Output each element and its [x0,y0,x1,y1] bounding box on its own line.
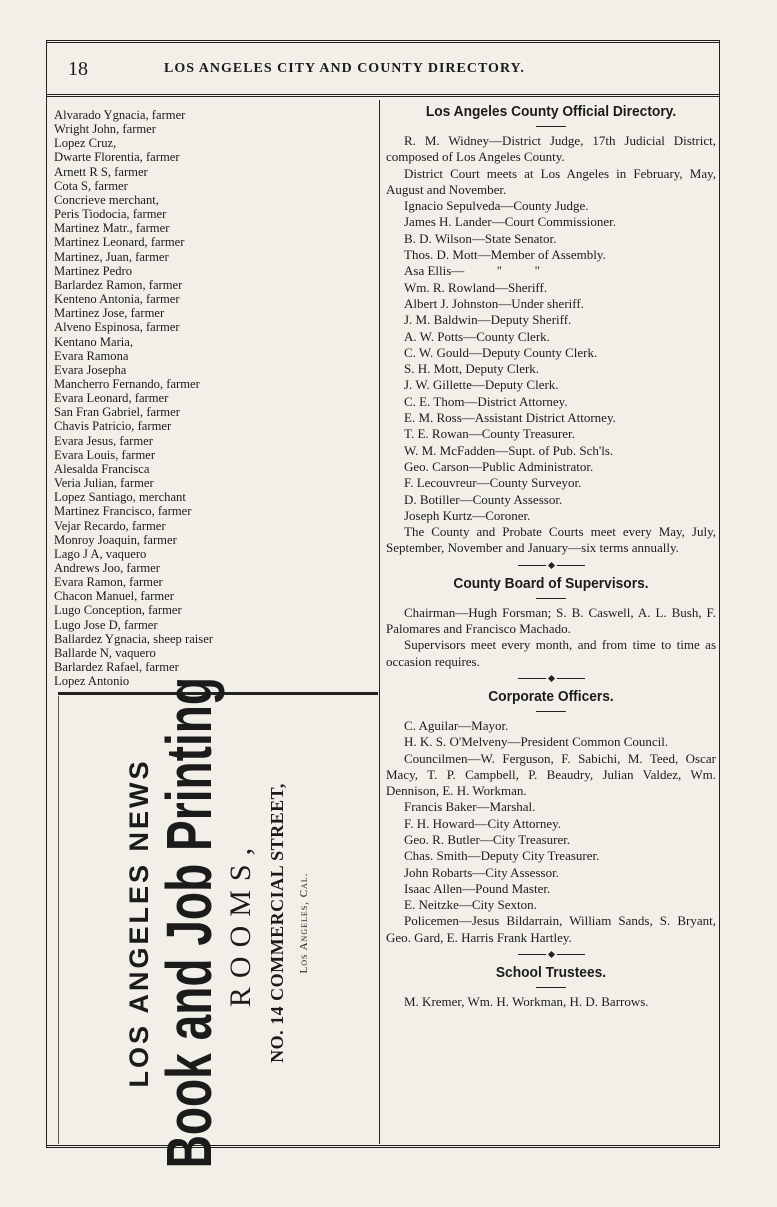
ad-city: Los Angeles, Cal. [298,872,311,974]
list-item: Monroy Joaquin, farmer [54,532,177,547]
county-officer: D. Botiller—County Assessor. [404,491,563,507]
right-border [719,40,720,1148]
city-officer: Francis Baker—Marshal. [404,799,536,815]
list-item: Evara Leonard, farmer [54,391,169,406]
county-officer: Joseph Kurtz—Coroner. [404,507,531,523]
county-officer: J. M. Baldwin—Deputy Sheriff. [404,312,572,328]
corporate-officers-heading: Corporate Officers. [488,688,614,705]
list-item: Alveno Espinosa, farmer [54,320,180,335]
list-item: Peris Tiodocia, farmer [54,207,167,222]
list-item: Evara Ramon, farmer [54,575,163,590]
column-divider [379,100,380,1144]
list-item: Ballarde N, vaquero [54,645,156,660]
list-item: Alesalda Francisca [54,461,150,476]
county-officer: C. E. Thom—District Attorney. [404,393,568,409]
list-item: Dwarte Florentia, farmer [54,150,180,165]
list-item: Mancherro Fernando, farmer [54,376,200,391]
list-item: Martinez Leonard, farmer [54,235,185,250]
county-officer: Geo. Carson—Public Administrator. [404,458,594,474]
bottom-border [46,1145,720,1148]
councilmen-entry: Councilmen—W. Ferguson, F. Sabichi, M. Teed, Oscar Macy, T. P. Campbell, P. Beaudry, Julian Valdez, Wm. Dennison, E. H. Workman. [386,750,716,799]
school-trustees-members: M. Kremer, Wm. H. Workman, H. D. Barrows. [404,994,649,1010]
county-officer: F. Lecouvreur—County Surveyor. [404,475,582,491]
county-officer: E. M. Ross—Assistant District Attorney. [404,410,616,426]
list-item: Evara Josepha [54,362,127,377]
ad-newspaper-name: LOS ANGELES NEWS [123,758,154,1088]
page-number: 18 [68,58,88,80]
list-item: Arnett R S, farmer [54,164,148,179]
list-item: Kenteno Antonia, farmer [54,292,180,307]
list-item: Lugo Conception, farmer [54,603,182,618]
supervisors-meetings: Supervisors meet every month, and from time to time as occasion requires. [386,637,716,669]
county-officer: W. M. McFadden—Supt. of Pub. Sch'ls. [404,442,614,458]
heading-rule [536,126,566,127]
county-officer: J. W. Gillette—Deputy Clerk. [404,377,559,393]
county-officer: James H. Lander—Court Commissioner. [404,214,616,230]
ad-rooms: ROOMS, [224,838,258,1008]
list-item: Martinez, Juan, farmer [54,249,169,264]
district-judge-entry: R. M. Widney—District Judge, 17th Judicial District, composed of Los Angeles County. [386,133,716,165]
county-officer: Albert J. Johnston—Under sheriff. [404,295,584,311]
official-directory-column [386,100,716,1010]
list-item: Lago J A, vaquero [54,546,147,561]
list-item: Wright John, farmer [54,122,156,137]
list-item: Andrews Joo, farmer [54,561,160,575]
city-officer: Chas. Smith—Deputy City Treasurer. [404,848,600,864]
county-officer: B. D. Wilson—State Senator. [404,230,557,246]
header-rule [46,94,720,97]
school-trustees-heading: School Trustees. [495,965,607,982]
advertisement-left-rule [58,696,59,1144]
county-officer: Ignacio Sepulveda—County Judge. [404,198,589,214]
list-item: Chacon Manuel, farmer [54,589,174,604]
list-item: Evara Louis, farmer [54,447,156,462]
list-item: Chavis Patricio, farmer [54,419,172,434]
section-ornament [386,563,716,568]
list-item: Lopez Cruz, [54,136,117,151]
list-item: Kentano Maria, [54,334,134,349]
ad-address: NO. 14 COMMERCIAL STREET, [267,783,288,1063]
supervisors-heading: County Board of Supervisors. [453,575,649,592]
list-item: Alvarado Ygnacia, farmer [54,108,186,122]
city-officer: Isaac Allen—Pound Master. [404,880,551,896]
list-item: Concrieve merchant, [54,192,159,207]
county-officer: T. E. Rowan—County Treasurer. [404,426,575,442]
list-item: San Fran Gabriel, farmer [54,405,180,420]
county-officer: Wm. R. Rowland—Sheriff. [404,279,548,295]
city-officer: F. H. Howard—City Attorney. [404,815,561,831]
list-item: Evara Ramona [54,348,129,363]
directory-page [46,40,720,1169]
county-officer: A. W. Potts—County Clerk. [404,328,550,344]
county-directory-heading: Los Angeles County Official Directory. [425,104,677,120]
list-item: Martinez Francisco, farmer [54,504,192,519]
county-officer: S. H. Mott, Deputy Clerk. [404,361,540,377]
heading-rule [536,598,566,599]
list-item: Veria Julian, farmer [54,476,154,491]
top-border [46,40,720,43]
policemen-entry: Policemen—Jesus Bildarrain, William Sands, S. Bryant, Geo. Gard, E. Harris Frank Hartley. [386,913,716,945]
list-item: Vejar Recardo, farmer [54,518,166,533]
heading-rule [536,711,566,712]
list-item: Martinez Pedro [54,263,132,278]
list-item: Lugo Jose D, farmer [54,617,158,632]
council-president-entry: H. K. S. O'Melveny—President Common Council. [404,734,669,750]
county-officer: Thos. D. Mott—Member of Assembly. [404,247,606,263]
section-ornament [386,676,716,681]
county-officer: Asa Ellis— " " [404,263,540,279]
probate-court-entry: The County and Probate Courts meet every May, July, September, November and January—six terms annually. [386,524,716,556]
list-item: Martinez Matr., farmer [54,221,170,236]
resident-list [54,108,374,688]
mayor-entry: C. Aguilar—Mayor. [404,717,509,733]
heading-rule [536,987,566,988]
district-court-entry: District Court meets at Los Angeles in February, May, August and November. [386,165,716,197]
ad-headline: Book and Job Printing [152,677,225,1169]
list-item: Ballardez Ygnacia, sheep raiser [54,631,213,646]
list-item: Martinez Jose, farmer [54,306,165,321]
section-ornament [386,952,716,957]
left-border [46,40,47,1148]
list-item: Lopez Antonio [54,674,130,689]
running-title: LOS ANGELES CITY AND COUNTY DIRECTORY. [164,61,525,76]
list-item: Barlardez Ramon, farmer [54,277,183,292]
city-officer: E. Neitzke—City Sexton. [404,897,537,913]
list-item: Lopez Santiago, merchant [54,490,186,505]
county-officer: C. W. Gould—Deputy County Clerk. [404,344,598,360]
city-officer: Geo. R. Butler—City Treasurer. [404,831,571,847]
list-item: Evara Jesus, farmer [54,433,153,448]
list-item: Barlardez Rafael, farmer [54,660,179,675]
list-item: Cota S, farmer [54,178,128,193]
supervisors-members: Chairman—Hugh Forsman; S. B. Caswell, A. L. Bush, F. Palomares and Francisco Machado. [386,604,716,637]
city-officer: John Robarts—City Assessor. [404,864,559,880]
